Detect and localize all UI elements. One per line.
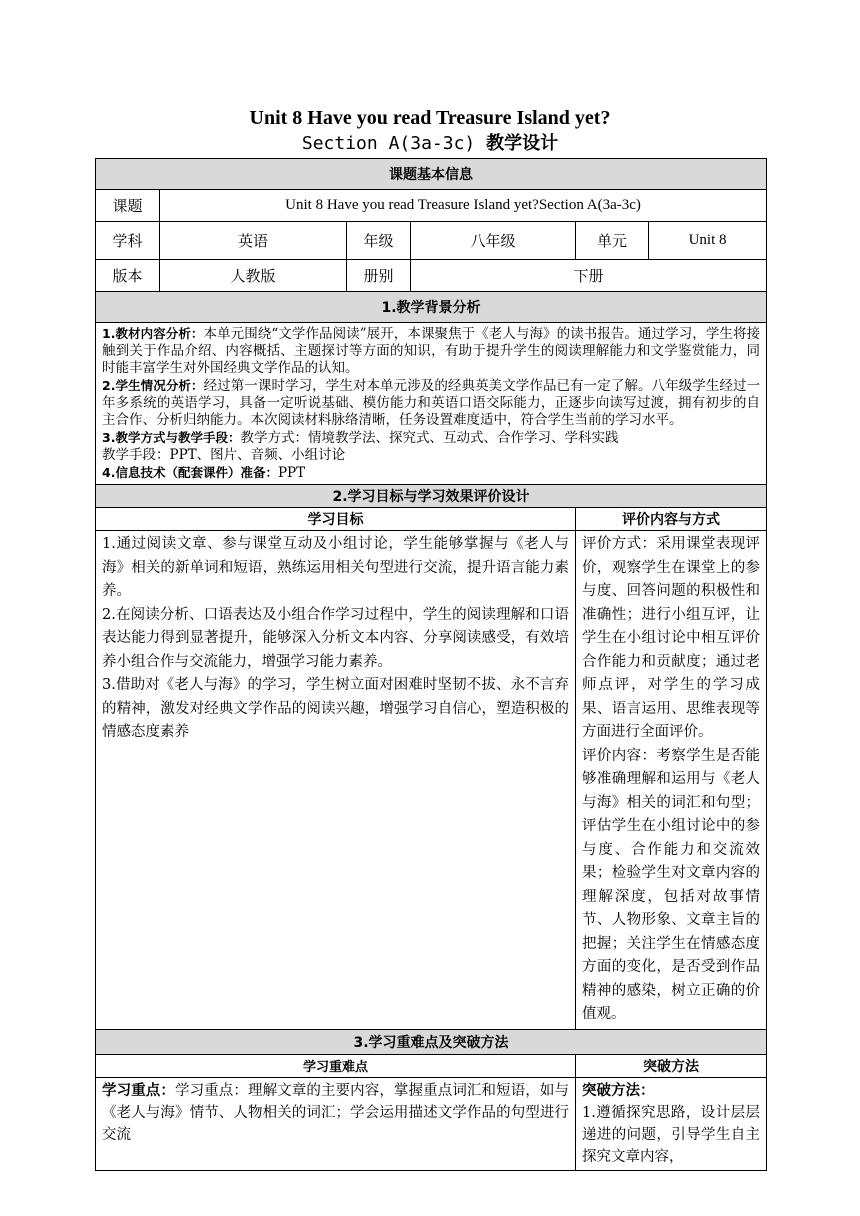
volume-label: 册别 (347, 260, 411, 292)
breakthrough-label (582, 1080, 760, 1102)
subject-label: 学科 (96, 222, 160, 260)
unit-label: 单元 (576, 222, 649, 260)
keypoints-section-header: 3.学习重难点及突破方法 (96, 1029, 767, 1054)
evaluation-method: 评价方式：采用课堂表现评价，观察学生在课堂上的参与度、回答问题的积极性和准确性；进行小组互评，让学生在小组讨论中相互评价合作能力和贡献度；通过老师点评，对学生的学习成果、语言运用、思维表现等方面进行全面评价。 (582, 536, 761, 740)
material-analysis-text: 本单元围绕“文学作品阅读”展开，本课聚焦于《老人与海》的读书报告。通过学习，学生将接触到关于作品介绍、内容概括、主题探讨等方面的知识，有助于提升学生的阅读理解能力和文学鉴赏能力，同时能丰富学生对外国经典文学作品的认知。 (102, 326, 761, 376)
student-analysis-label: 2.学生情况分析： (102, 378, 204, 393)
edition-label: 版本 (96, 260, 160, 292)
teaching-methods-text: 教学方式：情境教学法、探究式、互动式、合作学习、学科实践 (240, 430, 619, 446)
it-preparation (102, 464, 760, 482)
breakthrough-methods (576, 1077, 767, 1170)
goals-right-header: 评价内容与方式 (576, 508, 767, 531)
breakthrough-label-text: 突破方法： (582, 1082, 655, 1099)
teaching-methods (102, 429, 760, 447)
edition-value: 人教版 (160, 260, 347, 292)
goals-section-header: 2.学习目标与学习效果评价设计 (96, 485, 767, 508)
goals-left-header: 学习目标 (96, 508, 576, 531)
teaching-methods-label: 3.教学方式与教学手段： (102, 430, 241, 445)
keypoints-left-header: 学习重难点 (96, 1054, 576, 1077)
it-preparation-text: PPT (277, 465, 306, 481)
material-analysis (102, 325, 760, 377)
grade-label: 年级 (347, 222, 411, 260)
student-analysis (102, 377, 760, 429)
key-difficult-points (96, 1077, 576, 1170)
topic-value: Unit 8 Have you read Treasure Island yet?Section A(3a-3c) (160, 190, 767, 222)
goal-item: 3.借助对《老人与海》的学习，学生树立面对困难时坚韧不拔、永不言弃的精神，激发对经典文学作品的阅读兴趣，增强学习自信心，塑造积极的情感态度素养 (102, 677, 569, 740)
lesson-plan-table (95, 158, 767, 1171)
teaching-means: 教学手段：PPT、图片、音频、小组讨论 (102, 447, 346, 463)
document-subtitle (0, 132, 860, 156)
goal-item: 2.在阅读分析、口语表达及小组合作学习过程中，学生的阅读理解和口语表达能力得到显著提升，能够深入分析文本内容、分享阅读感受，有效培养小组合作与交流能力，增强学习能力素养。 (102, 606, 569, 670)
subject-value: 英语 (160, 222, 347, 260)
key-points-label: 学习重点： (102, 1082, 175, 1099)
topic-label: 课题 (96, 190, 160, 222)
evaluation-content: 评价内容：考察学生是否能够准确理解和运用与《老人与海》相关的词汇和句型；评估学生在小组讨论中的参与度、合作能力和交流效果；检验学生对文章内容的理解深度，包括对故事情节、人物形象、文章主旨的把握；关注学生在情感态度方面的变化，是否受到作品精神的感染，树立正确的价值观。 (582, 747, 761, 1022)
subtitle-section: Section A(3a-3c) (301, 133, 487, 154)
grade-value: 八年级 (411, 222, 576, 260)
student-analysis-text: 经过第一课时学习，学生对本单元涉及的经典英美文学作品已有一定了解。八年级学生经过一年多系统的英语学习，具备一定听说基础、模仿能力和英语口语交际能力，正逐步向读写过渡，拥有初步的自主合作、分析归纳能力。本次阅读材料脉络清晰，任务设置难度适中，符合学生当前的学习水平。 (102, 378, 761, 428)
subtitle-suffix: 教学设计 (486, 133, 559, 154)
evaluation-design (576, 531, 767, 1030)
info-section-header: 课题基本信息 (96, 159, 767, 190)
key-points-body: 学习重点：理解文章的主要内容，掌握重点词汇和短语，如与《老人与海》情节、人物相关的词汇；学会运用描述文学作品的句型进行交流 (102, 1082, 569, 1143)
learning-goals (96, 531, 576, 1030)
background-section-header: 1.教学背景分析 (96, 292, 767, 323)
background-analysis (96, 323, 767, 485)
unit-value: Unit 8 (649, 222, 767, 260)
keypoints-right-header: 突破方法 (576, 1054, 767, 1077)
goal-item: 1.通过阅读文章、参与课堂互动及小组讨论，学生能够掌握与《老人与海》相关的新单词和短语，熟练运用相关句型进行交流，提升语言能力素养。 (102, 536, 569, 599)
volume-value: 下册 (411, 260, 767, 292)
key-points-text (102, 1080, 569, 1146)
document-title: Unit 8 Have you read Treasure Island yet? (249, 107, 611, 129)
it-preparation-label: 4.信息技术（配套课件）准备： (102, 465, 278, 480)
material-analysis-label: 1.教材内容分析： (102, 326, 204, 341)
breakthrough-text: 1.遵循探究思路，设计层层递进的问题，引导学生自主探究文章内容， (582, 1104, 761, 1165)
